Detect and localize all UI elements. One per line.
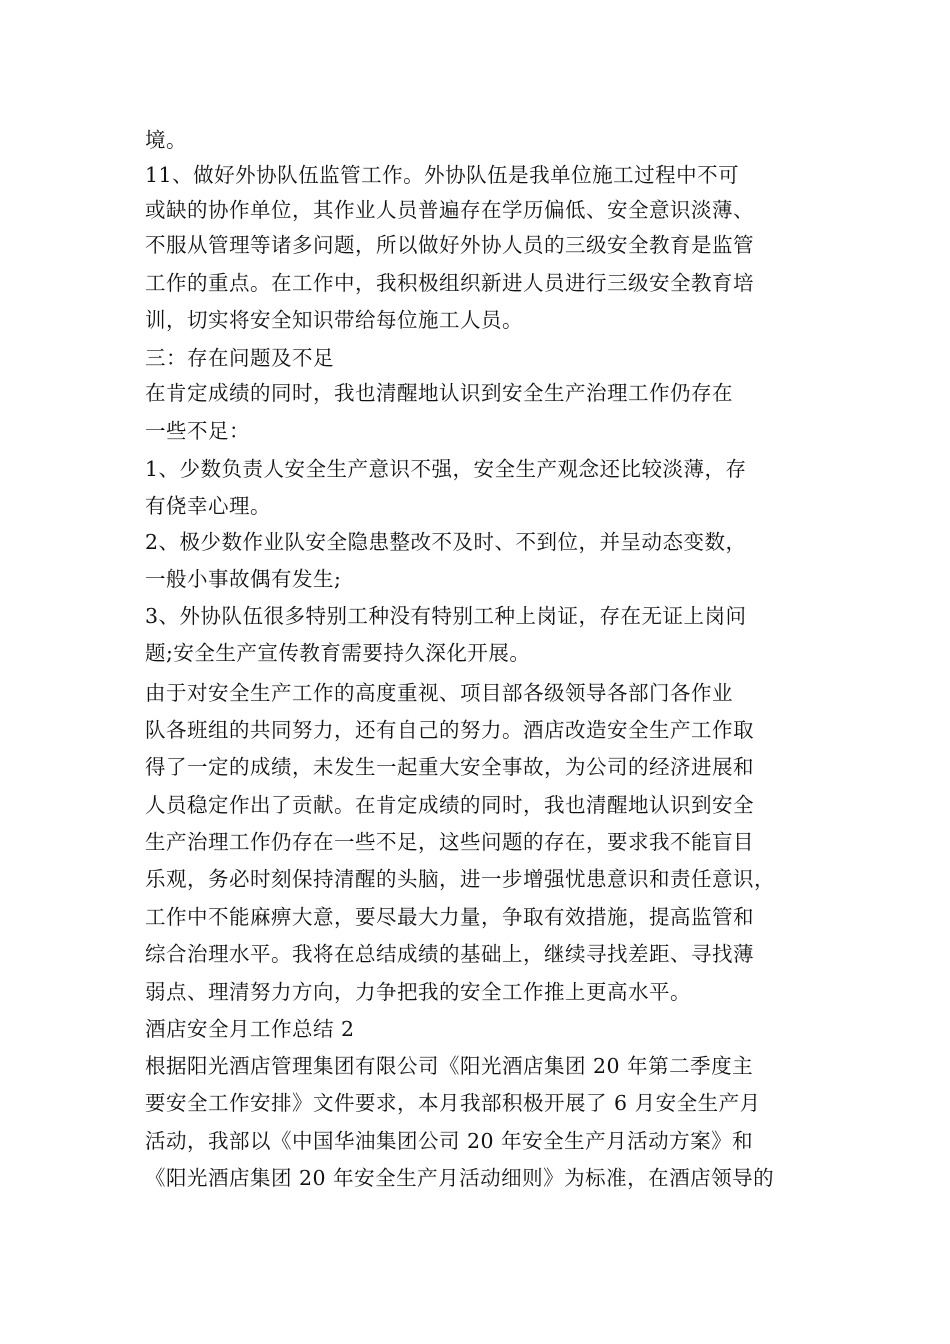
section-heading: 酒店安全月工作总结 2	[145, 1017, 355, 1041]
text-line: 队各班组的共同努力，还有自己的努力。酒店改造安全生产工作取	[145, 718, 754, 742]
text-line: 工作的重点。在工作中，我积极组织新进人员进行三级安全教育培	[145, 271, 754, 295]
text-line: 要安全工作安排》文件要求，本月我部积极开展了 6 月安全生产月	[145, 1091, 761, 1115]
text-line: 一般小事故偶有发生;	[145, 567, 342, 591]
text-line: 根据阳光酒店管理集团有限公司《阳光酒店集团 20 年第二季度主	[145, 1054, 754, 1078]
text-line: 3、外协队伍很多特别工种没有特别工种上岗证，存在无证上岗问	[145, 604, 747, 628]
text-line: 在肯定成绩的同时，我也清醒地认识到安全生产治理工作仍存在	[145, 381, 733, 405]
text-line: 《阳光酒店集团 20 年安全生产月活动细则》为标准，在酒店领导的	[145, 1166, 775, 1190]
text-line: 不服从管理等诸多问题，所以做好外协人员的三级安全教育是监管	[145, 233, 754, 257]
text-line: 由于对安全生产工作的高度重视、项目部各级领导各部门各作业	[145, 681, 733, 705]
text-line: 弱点、理清努力方向，力争把我的安全工作推上更高水平。	[145, 980, 691, 1004]
text-line: 境。	[145, 128, 187, 152]
text-line: 1、少数负责人安全生产意识不强，安全生产观念还比较淡薄，存	[145, 457, 747, 481]
text-line: 工作中不能麻痹大意，要尽最大力量，争取有效措施，提高监管和	[145, 905, 754, 929]
text-line: 得了一定的成绩，未发生一起重大安全事故，为公司的经济进展和	[145, 755, 754, 779]
section-heading: 三：存在问题及不足	[145, 346, 334, 370]
text-line: 活动，我部以《中国华油集团公司 20 年安全生产月活动方案》和	[145, 1129, 754, 1153]
text-line: 训，切实将安全知识带给每位施工人员。	[145, 308, 523, 332]
text-line: 或缺的协作单位，其作业人员普遍存在学历偏低、安全意识淡薄、	[145, 198, 754, 222]
text-line: 一些不足：	[145, 419, 250, 443]
text-line: 乐观，务必时刻保持清醒的头脑，进一步增强忧患意识和责任意识，	[145, 867, 775, 891]
text-line: 2、极少数作业队安全隐患整改不及时、不到位，并呈动态变数，	[145, 530, 747, 554]
text-line: 综合治理水平。我将在总结成绩的基础上，继续寻找差距、寻找薄	[145, 942, 754, 966]
text-line: 有侥幸心理。	[145, 494, 271, 518]
text-line: 人员稳定作出了贡献。在肯定成绩的同时，我也清醒地认识到安全	[145, 793, 754, 817]
text-line: 11、做好外协队伍监管工作。外协队伍是我单位施工过程中不可	[145, 163, 740, 187]
text-line: 题;安全生产宣传教育需要持久深化开展。	[145, 641, 531, 665]
text-line: 生产治理工作仍存在一些不足，这些问题的存在，要求我不能盲目	[145, 830, 754, 854]
